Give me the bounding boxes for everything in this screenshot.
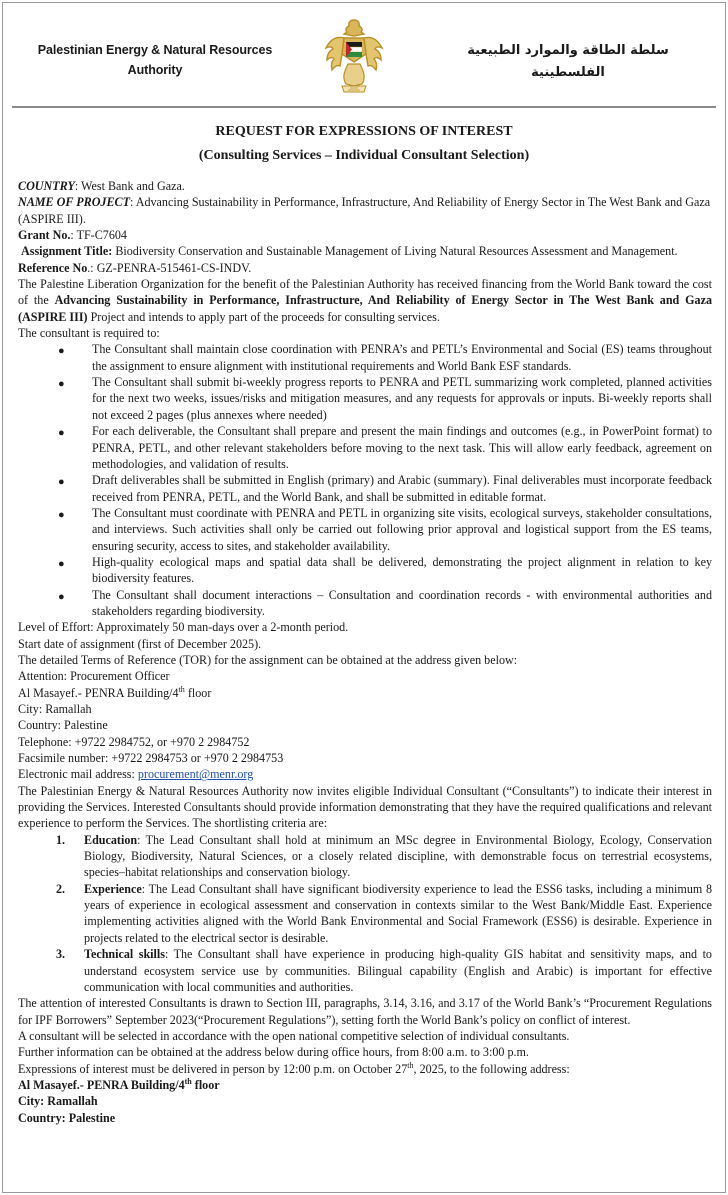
invitation-paragraph: The Palestinian Energy & Natural Resources Authority now invites eligible Individual Consultant (“Consultants”) to indicate their interest in providing the Services. Interested Consultants should provide information demonstrating that they have the required qualifications and relevant experience to perform the Services. The shortlisting criteria are: (18, 783, 712, 831)
further-info-line: Further information can be obtained at the address below during office hours, from 8:00 a.m. to 3:00 p.m. (18, 1045, 529, 1060)
assignment-line: Assignment Title: Biodiversity Conservation and Sustainable Management of Living Natural Resources Assessment and Management. (21, 244, 678, 259)
bullet-icon: ● (58, 378, 65, 391)
project-line: NAME OF PROJECT: Advancing Sustainability in Performance, Infrastructure, And Reliability of Energy Sector in The West Bank and Gaza (ASPIRE III). (18, 195, 711, 226)
list-item: ● For each deliverable, the Consultant shall prepare and present the main findings and outcomes (e.g., in PowerPoint format) to PENRA, PETL, and other relevant stakeholders before moving to the next task. This will allow early feedback, agreement on methodologies, and validation of results. (58, 424, 712, 471)
contact-address: Al Masayef.- PENRA Building/4th floor (18, 684, 212, 700)
page-title: REQUEST FOR EXPRESSIONS OF INTEREST (215, 124, 513, 139)
document-body (18, 178, 712, 1126)
contact-attention: Attention: Procurement Officer (18, 669, 170, 684)
bullet-icon: ● (58, 476, 65, 489)
requirements-list (18, 341, 712, 619)
contact-city: City: Ramallah (18, 702, 92, 716)
tor-intro: The detailed Terms of Reference (TOR) for the assignment can be obtained at the address given below: (18, 652, 518, 667)
contact-email-line: Electronic mail address: procurement@menr.org (18, 767, 254, 782)
selection-line: A consultant will be selected in accordance with the open national competitive selection of individual consultants. (18, 1028, 570, 1043)
authority-name-english (20, 40, 290, 80)
attention-paragraph: The attention of interested Consultants is drawn to Section III, paragraphs, 3.14, 3.16, and 3.17 of the World Bank’s “Procurement Regulations for IPF Borrowers” September 2023(“Procurement Regulations”), setting forth the World Bank’s policy on conflict of interest. (18, 996, 712, 1027)
delivery-address: Al Masayef.- PENRA Building/4th floor (18, 1076, 220, 1092)
criteria-list (18, 832, 712, 995)
list-item: 3. Technical skills: The Consultant shall have experience in producing high-quality GIS habitat and sensitivity maps, and to understand ecosystem service use by communities. Bilingual capability (English and Arabic) is important for effective communication with local communities and authorities. (56, 947, 712, 994)
list-item: ● Draft deliverables shall be submitted in English (primary) and Arabic (summary). Final deliverables must incorporate feedback received from PENRA, PETL, and the World Bank, and shall be submitted in editable format. (58, 473, 712, 504)
start-date: Start date of assignment (first of December 2025). (18, 636, 262, 651)
contact-country: Country: Palestine (18, 718, 108, 733)
authority-name-ar-line2: الفلسطينية (531, 65, 605, 80)
contact-telephone: Telephone: +9722 2984752, or +970 2 2984752 (18, 734, 250, 749)
authority-name-arabic (448, 40, 688, 84)
bullet-icon: ● (58, 508, 65, 521)
list-item: ● The Consultant shall submit bi-weekly progress reports to PENRA and PETL summarizing work completed, planned activities for the next two weeks, issues/risks and mitigation measures, and any requests for approvals or inputs. Bi-weekly reports shall not exceed 2 pages (plus annexes where needed) (58, 375, 712, 422)
financing-paragraph: The Palestine Liberation Organization for the benefit of the Palestinian Authority has received financing from the World Bank toward the cost of the Advancing Sustainability in Performance, Infrastructure, And Reliability of Energy Sector in The West Bank and Gaza (ASPIRE III) Project and intends to apply part of the proceeds for consulting services. (18, 277, 712, 324)
grant-line: Grant No.: TF-C7604 (18, 228, 127, 243)
list-item: ● The Consultant must coordinate with PENRA and PETL in organizing site visits, ecological surveys, stakeholder consultations, and interviews. Such activities shall only be carried out following prior approval and logistical support from the ES teams, ensuring security, access to sites, and stakeholder availability. (58, 505, 712, 553)
list-item: 1. Education: The Lead Consultant shall hold at minimum an MSc degree in Environmental Biology, Ecology, Conservation Biology, Biodiversity, Natural Sciences, or a closely related discipline, with demonstrable focus on terrestrial ecosystems, species–habitat relationships and conservation biology. (56, 832, 712, 880)
delivery-country: Country: Palestine (18, 1110, 116, 1125)
deadline-line: Expressions of interest must be delivered in person by 12:00 p.m. on October 27th, 2025, to the following address: (18, 1060, 570, 1076)
bullet-icon: ● (58, 557, 65, 570)
country-line: COUNTRY: West Bank and Gaza. (18, 179, 185, 193)
authority-name-ar-line1: سلطة الطاقة والموارد الطبيعية (467, 43, 669, 58)
page-subtitle: (Consulting Services – Individual Consultant Selection) (198, 148, 530, 163)
email-link[interactable]: procurement@menr.org (137, 767, 254, 782)
header-divider (12, 106, 716, 108)
list-item: 2. Experience: The Lead Consultant shall have significant biodiversity experience to lead the ESS6 tasks, including a minimum 8 years of experience in ecological assessment and conservation in contexts similar to the West Bank/Middle East. Experience implementing activities aligned with the World Bank Environmental and Social Framework (ESS6) is desirable. Experience in projects related to the electrical sector is desirable. (56, 881, 712, 945)
level-of-effort: Level of Effort: Approximately 50 man-days over a 2-month period. (18, 620, 349, 635)
reference-line: Reference No.: GZ-PENRA-515461-CS-INDV. (18, 260, 252, 275)
bullet-icon: ● (58, 427, 65, 440)
list-item: ● High-quality ecological maps and spatial data shall be delivered, demonstrating the project alignment in relation to key biodiversity features. (58, 554, 712, 586)
authority-name-en-line2: Authority (127, 63, 183, 77)
authority-name-en-line1: Palestinian Energy & Natural Resources (37, 43, 273, 57)
delivery-city: City: Ramallah (18, 1094, 98, 1109)
list-item: ● The Consultant shall maintain close coordination with PENRA’s and PETL’s Environmental and Social (ES) teams throughout the assignment to ensure alignment with institutional requirements and World Bank ESF standards. (58, 342, 712, 373)
requirements-intro: The consultant is required to: (18, 326, 160, 341)
bullet-icon: ● (58, 345, 65, 358)
contact-facsimile: Facsimile number: +9722 2984753 or +970 2 2984753 (18, 751, 284, 766)
palestinian-eagle-emblem-icon (322, 14, 386, 98)
bullet-icon: ● (58, 590, 65, 603)
list-item: ● The Consultant shall document interactions – Consultation and coordination records - with environmental authorities and stakeholders regarding biodiversity. (58, 587, 712, 618)
